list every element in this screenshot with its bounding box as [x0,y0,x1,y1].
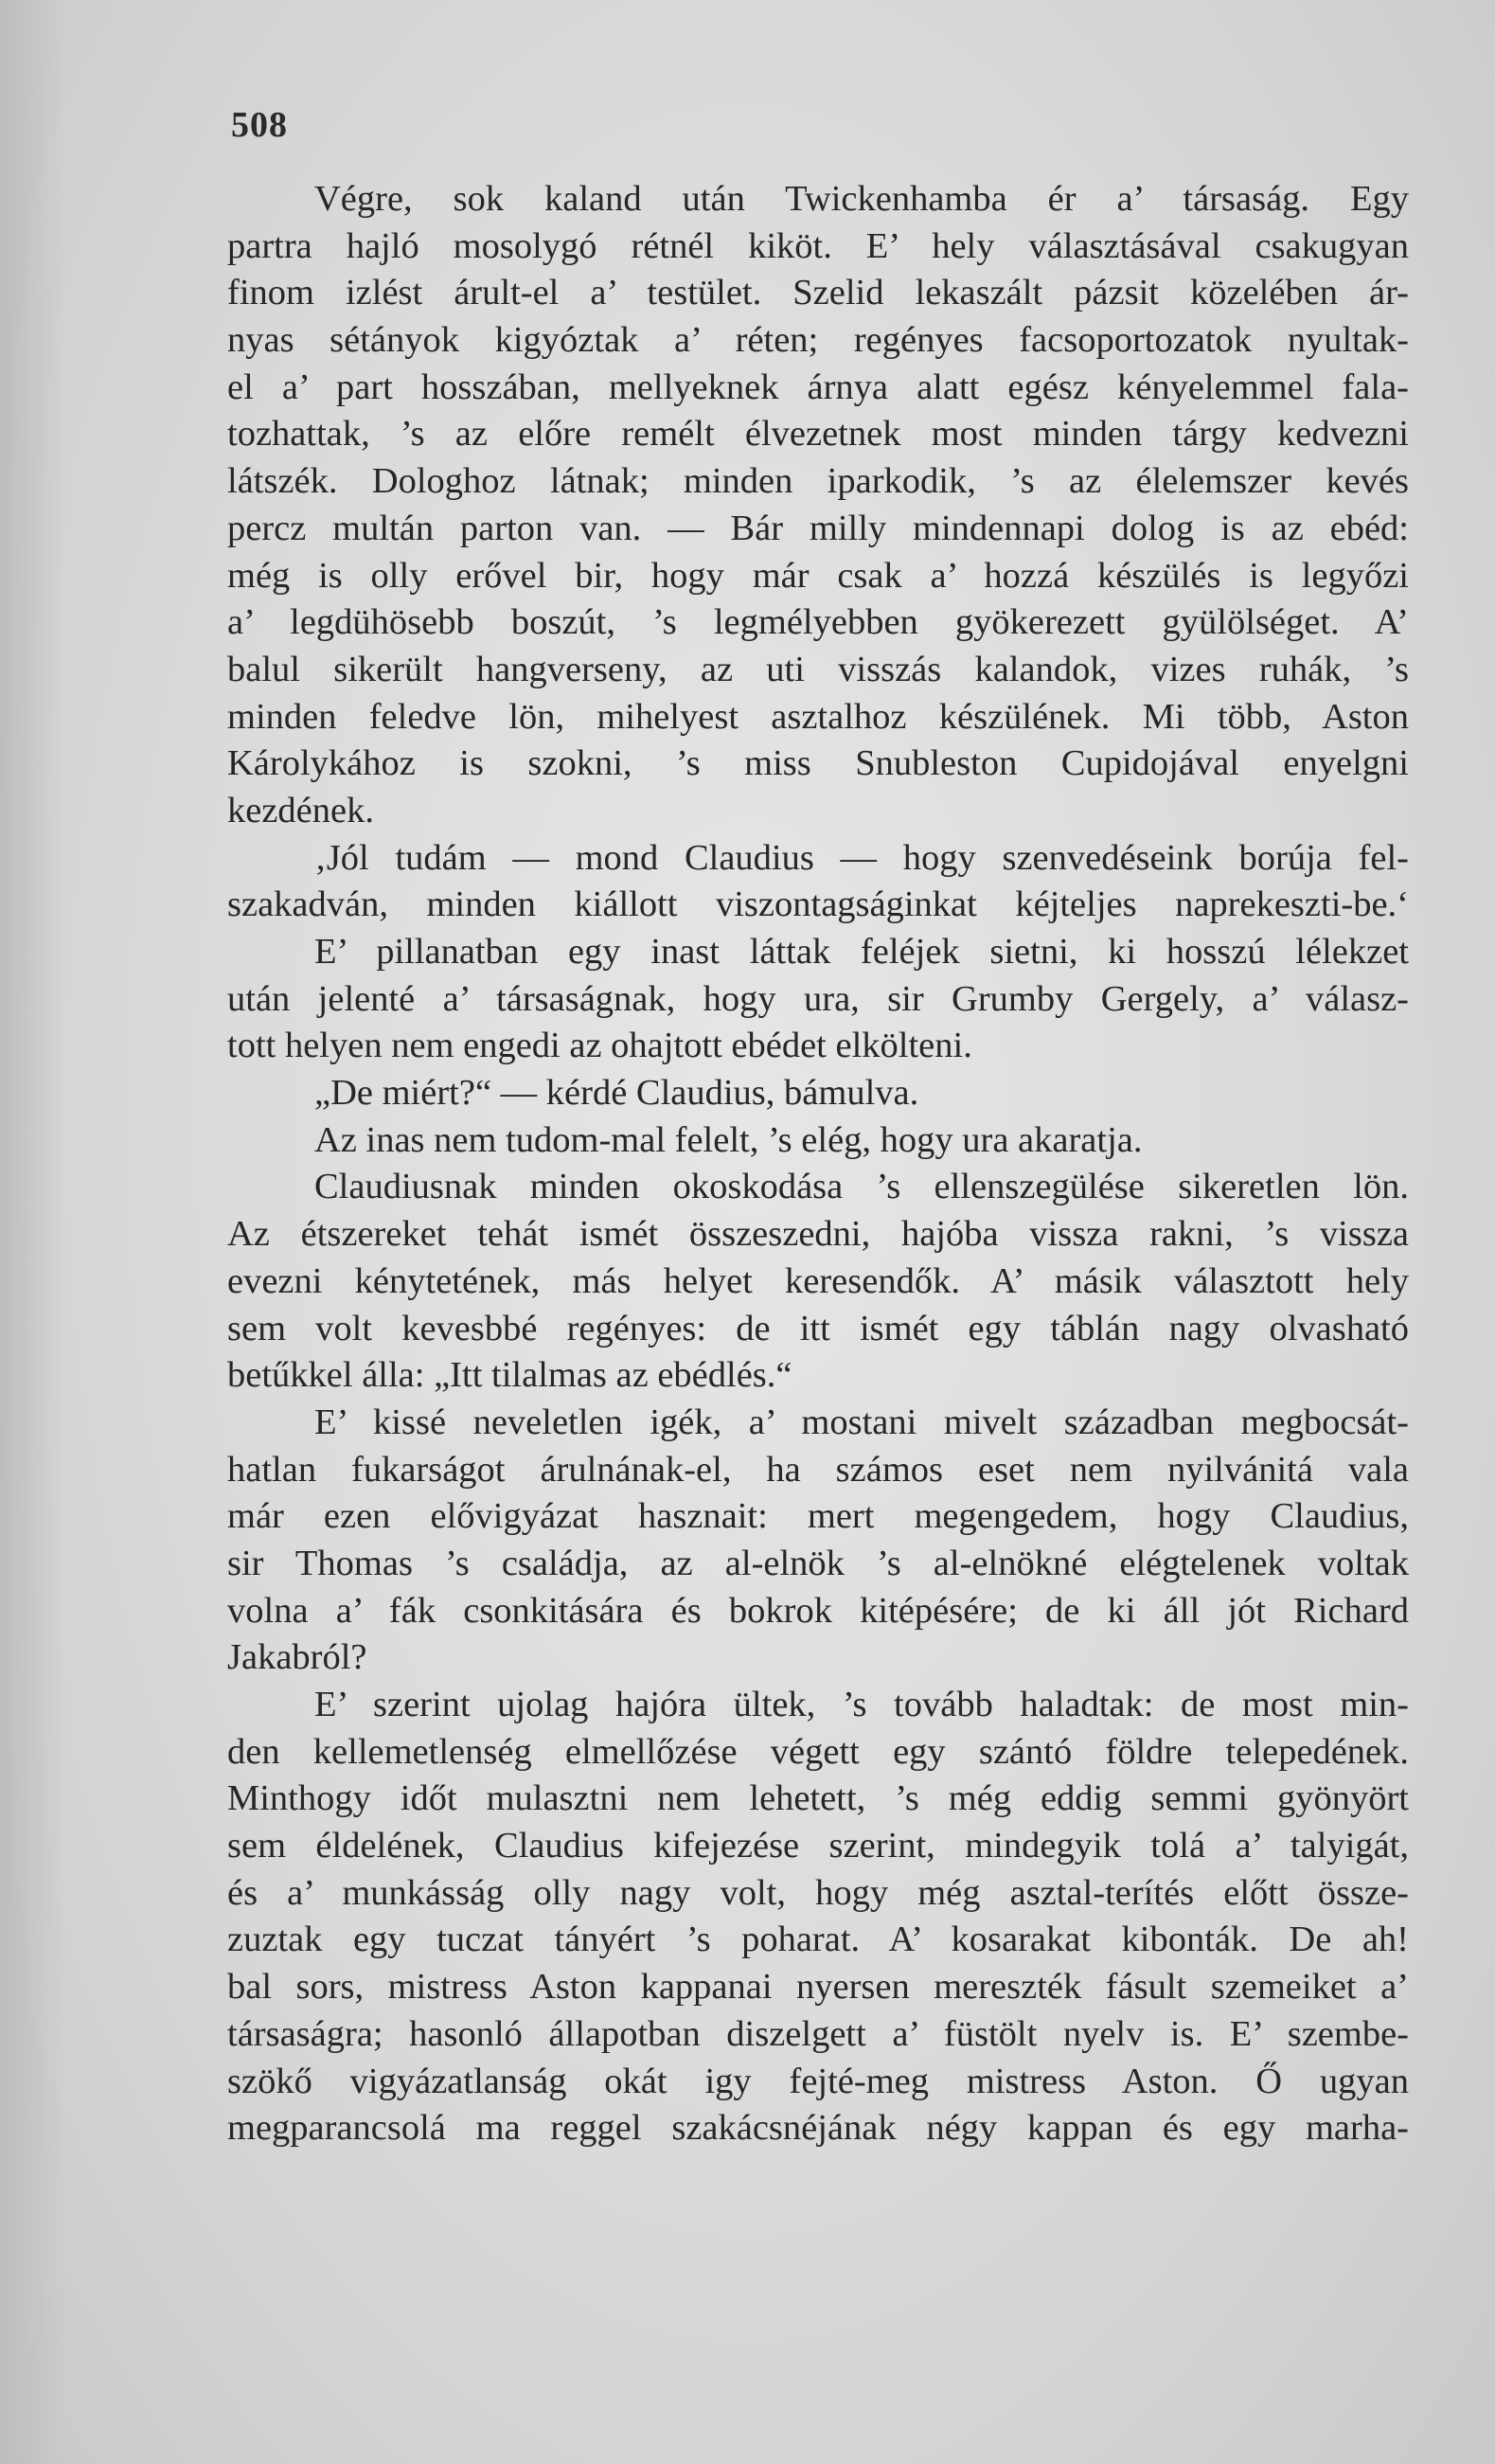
text-line: nyas sétányok kigyóztak a’ réten; regényes facsoportozatok nyultak- [227,320,1409,361]
text-line: látszék. Dologhoz látnak; minden iparkodik, ’s az élelemszer kevés [227,461,1409,502]
text-line: bal sors, mistress Aston kappanai nyersen mereszték fásult szemeiket a’ [227,1967,1409,2008]
text-line: megparancsolá ma reggel szakácsnéjának négy kappan és egy marha- [227,2108,1409,2149]
text-line: még is olly erővel bir, hogy már csak a’ hozzá készülés is legyőzi [227,555,1409,596]
text-line: a’ legdühösebb boszút, ’s legmélyebben gyökerezett gyülölséget. A’ [227,602,1409,643]
text-line: zuztak egy tuczat tányért ’s poharat. A’ kosarakat kibonták. De ah! [227,1919,1409,1960]
text-line: Károlykához is szokni, ’s miss Snubleston Cupidojával enyelgni [227,743,1409,784]
text-line: percz multán parton van. — Bár milly mindennapi dolog is az ebéd: [227,508,1409,548]
body-text [227,176,1409,2152]
text-line: Az inas nem tudom-mal felelt, ’s elég, hogy ura akaratja. [314,1119,1143,1160]
text-line: szakadván, minden kiállott viszontagságinkat kéjteljes naprekeszti-be.‘ [227,884,1409,925]
text-line: Claudiusnak minden okoskodása ’s ellenszegülése sikeretlen lön. [314,1167,1409,1207]
text-line: hatlan fukarságot árulnának-el, ha számos eset nem nyilvánitá vala [227,1449,1409,1490]
text-line: már ezen elővigyázat hasznait: mert megengedem, hogy Claudius, [227,1496,1409,1537]
text-line: den kellemetlenség elmellőzése végett egy szántó földre telepedének. [227,1731,1409,1772]
text-line: sem volt kevesbbé regényes: de itt ismét egy táblán nagy olvasható [227,1308,1409,1348]
text-line: és a’ munkásság olly nagy volt, hogy még asztal-terítés előtt össze- [227,1872,1409,1913]
page-number: 508 [231,105,288,145]
text-line: partra hajló mosolygó rétnél kiköt. E’ hely választásával csakugyan [227,225,1409,266]
text-line: E’ pillanatban egy inast láttak feléjek sietni, ki hosszú lélekzet [314,932,1409,972]
text-line: „De miért?“ — kérdé Claudius, bámulva. [314,1073,919,1114]
text-line: Az étszereket tehát ismét összeszedni, hajóba vissza rakni, ’s vissza [227,1214,1409,1255]
text-line: minden feledve lön, mihelyest asztalhoz készülének. Mi több, Aston [227,696,1409,737]
text-line: finom izlést árult-el a’ testület. Szelid lekaszált pázsit közelében ár- [227,273,1409,313]
text-line: szökő vigyázatlanság okát igy fejté-meg mistress Aston. Ő ugyan [227,2061,1409,2101]
text-line: betűkkel álla: „Itt tilalmas az ebédlés.“ [227,1355,792,1396]
text-line: Végre, sok kaland után Twickenhamba ér a’ társaság. Egy [314,179,1409,219]
text-line: volna a’ fák csonkitására és bokrok kitépésére; de ki áll jót Richard [227,1590,1409,1631]
text-line: el a’ part hosszában, mellyeknek árnya alatt egész kényelemmel fala- [227,366,1409,407]
text-line: társaságra; hasonló állapotban diszelgett a’ füstölt nyelv is. E’ szembe- [227,2013,1409,2054]
text-line: Minthogy időt mulasztni nem lehetett, ’s még eddig semmi gyönyört [227,1778,1409,1819]
text-line: után jelenté a’ társaságnak, hogy ura, sir Grumby Gergely, a’ válasz- [227,978,1409,1019]
text-line: evezni kénytetének, más helyet keresendők. A’ másik választott hely [227,1260,1409,1301]
text-line: kezdének. [227,790,374,830]
text-line: tozhattak, ’s az előre remélt élvezetnek most minden tárgy kedvezni [227,414,1409,455]
text-line: E’ kissé neveletlen igék, a’ mostani mivelt században megbocsát- [314,1402,1409,1442]
text-line: E’ szerint ujolag hajóra ültek, ’s tovább haladtak: de most min- [314,1685,1409,1724]
text-line: ‚Jól tudám — mond Claudius — hogy szenvedéseink borúja fel- [314,837,1409,878]
text-line: tott helyen nem engedi az ohajtott ebédet elkölteni. [227,1026,972,1066]
text-line: sem éldelének, Claudius kifejezése szerint, mindegyik tolá a’ talyigát, [227,1826,1409,1866]
text-line: sir Thomas ’s családja, az al-elnök ’s al-elnökné elégtelenek voltak [227,1543,1409,1583]
text-line: Jakabról? [227,1637,367,1678]
spine-shadow [0,0,66,2464]
text-line: balul sikerült hangverseny, az uti visszás kalandok, vizes ruhák, ’s [227,649,1409,689]
